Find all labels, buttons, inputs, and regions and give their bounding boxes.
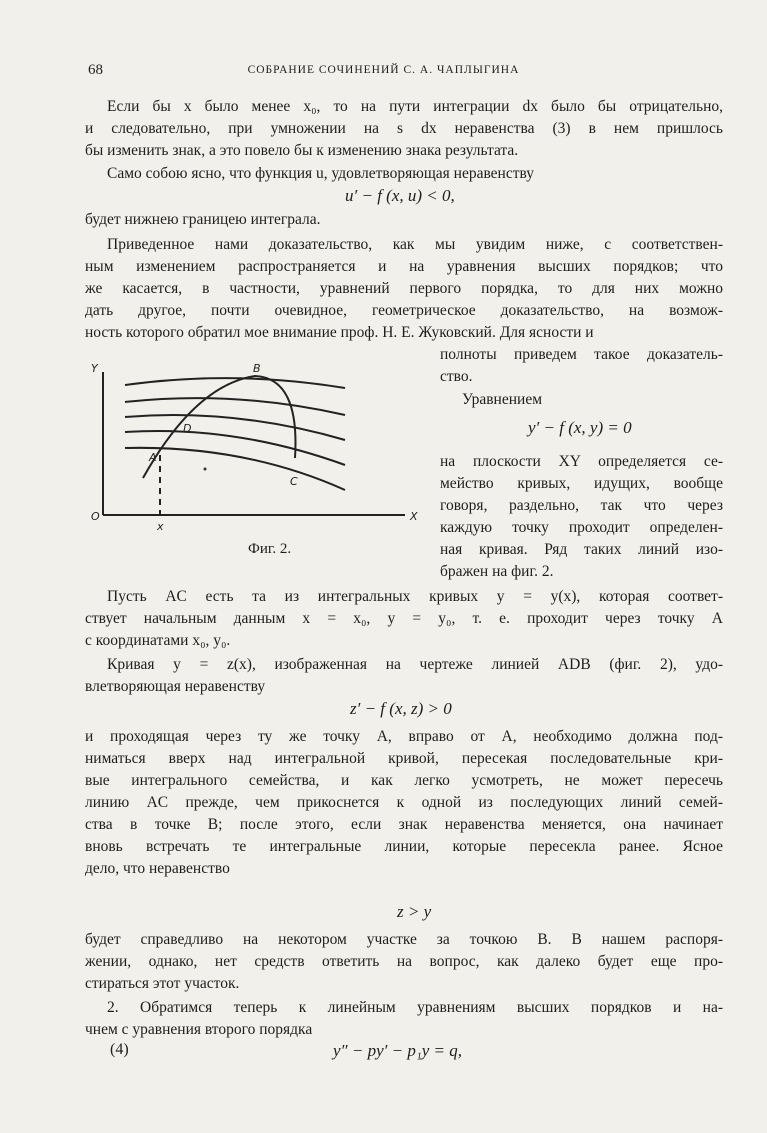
text-line: чнем с уравнения второго порядка (85, 1021, 313, 1038)
text-line: дело, что неравенство (85, 860, 230, 877)
formula: z′ − f (x, z) > 0 (350, 699, 452, 718)
text-line: на плоскости XY определяется се- (440, 453, 723, 470)
label-Y: Y (91, 362, 98, 375)
formula: y″ − py′ − p₁y = q, (333, 1041, 463, 1060)
text-line: ниматься вверх над интегральной кривой, пересекая последовательные кри- (85, 750, 723, 767)
integral-curve (125, 378, 345, 388)
text-line: Пусть AC есть та из интегральных кривых y = y(x), которая соответ- (107, 588, 723, 605)
text-line: Уравнением (462, 391, 543, 408)
text-line: дать другое, почти очевидное, геометрическое доказательство, на возмож- (85, 302, 723, 319)
label-D: D (183, 422, 192, 435)
curve-ADB (143, 376, 296, 478)
label-C: C (290, 475, 298, 488)
paragraph (85, 96, 723, 162)
equation-number: (4) (110, 1041, 129, 1058)
paragraph (440, 344, 723, 388)
text-line: же касается, в частности, уравнений первого порядка, то для них можно (85, 280, 723, 297)
figure-2 (85, 360, 435, 535)
text-line: полноты приведем такое доказатель- (440, 346, 723, 363)
paragraph (85, 929, 723, 995)
text-line: ства в точке B; после этого, если знак неравенства меняется, она начинает (85, 816, 723, 833)
text-line: Кривая y = z(x), изображенная на чертеже линией ADB (фиг. 2), удо- (107, 656, 723, 673)
text-line: ным изменением распространяется и на уравнения высших порядков; что (85, 258, 723, 275)
text-line: с координатами x₀, y₀. (85, 632, 231, 649)
paragraph (440, 451, 723, 583)
text-line: ствует начальным данным x = x₀, y = y₀, т. е. проходит через точку A (85, 610, 723, 627)
text-line: ная кривая. Ряд таких линий изо- (440, 541, 723, 558)
paragraph (85, 726, 723, 880)
paragraph (85, 209, 723, 231)
label-x: x (157, 520, 164, 533)
text-line: и проходящая через ту же точку A, вправо от A, необходимо должна под- (85, 728, 723, 745)
text-line: ство. (440, 368, 473, 385)
running-head: СОБРАНИЕ СОЧИНЕНИЙ С. А. ЧАПЛЫГИНА (247, 64, 520, 76)
text-line: будет справедливо на некотором участке за точкою B. В нашем распоря- (85, 931, 723, 948)
text-line: говоря, раздельно, так что через (440, 497, 723, 514)
paragraph (85, 234, 723, 344)
text-line: вые интегрального семейства, и как легко усмотреть, не может пересечь (85, 772, 723, 789)
text-line: мейство кривых, идущих, вообще (440, 475, 723, 492)
text-line: будет нижнею границею интеграла. (85, 211, 321, 228)
text-line: бражен на фиг. 2. (440, 563, 554, 580)
text-line: влетворяющая неравенству (85, 678, 266, 695)
text-line: жении, однако, нет средств ответить на вопрос, как далеко будет еще про- (85, 953, 723, 970)
formula: z > y (397, 902, 432, 921)
label-A: A (149, 451, 157, 464)
text-line: бы изменить знак, а это повело бы к изменению знака результата. (85, 142, 519, 159)
text-line: Если бы x было менее x₀, то на пути интеграции dx было бы отрицательно, (107, 98, 723, 115)
label-X: X (410, 510, 418, 523)
text-line: Само собою ясно, что функция u, удовлетворяющая неравенству (107, 165, 535, 182)
text-line: стираться этот участок. (85, 975, 240, 992)
text-line: вновь встречать те интегральные линии, которые пересекла ранее. Ясное (85, 838, 723, 855)
text-line: линию AC прежде, чем прикоснется к одной из последующих линий семей- (85, 794, 723, 811)
page-number: 68 (88, 62, 103, 78)
text-line: 2. Обратимся теперь к линейным уравнениям высших порядков и на- (107, 999, 723, 1016)
formula: y′ − f (x, y) = 0 (528, 418, 632, 437)
formula: u′ − f (x, u) < 0, (345, 186, 455, 205)
paragraph (85, 997, 723, 1041)
label-B: B (253, 362, 261, 375)
text-line: каждую точку проходит определен- (440, 519, 723, 536)
text-line: и следовательно, при умножении на s dx неравенства (3) в нем пришлось (85, 120, 723, 137)
paragraph (85, 654, 723, 698)
text-line: ность которого обратил мое внимание проф. Н. Е. Жуковский. Для ясности и (85, 324, 594, 341)
text-line: Приведенное нами доказательство, как мы увидим ниже, с соответствен- (107, 236, 723, 253)
label-O: O (91, 510, 100, 523)
paragraph (85, 163, 723, 185)
integral-curve (125, 398, 345, 415)
paragraph (440, 389, 723, 411)
figure-caption: Фиг. 2. (248, 541, 292, 557)
paragraph (85, 586, 723, 652)
